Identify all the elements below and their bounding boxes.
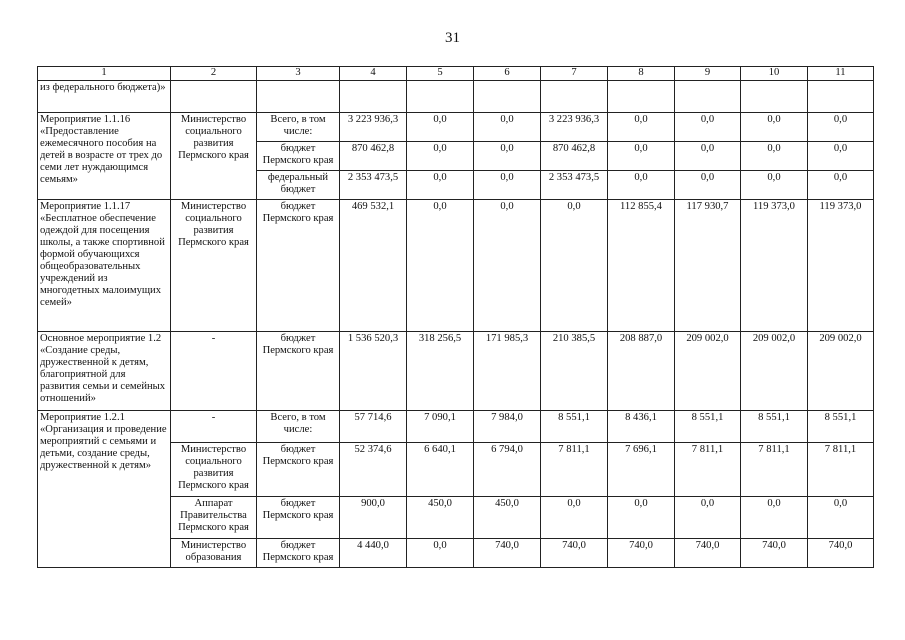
table-row [38,81,874,113]
value-cell: 0,0 [407,200,474,332]
value-cell: 0,0 [808,171,874,200]
value-cell: 8 436,1 [608,411,675,443]
funding-source-cell: бюджет Пермского края [257,443,340,497]
value-cell: 450,0 [474,497,541,539]
value-cell: 0,0 [741,171,808,200]
value-cell: 112 855,4 [608,200,675,332]
activity-name-cell: Мероприятие 1.2.1 «Организация и проведение мероприятий с семьями и детьми, создание среды, дружественной к детям» [38,411,171,568]
column-header: 1 [38,67,171,81]
value-cell: 3 223 936,3 [340,113,407,142]
value-cell: 0,0 [541,497,608,539]
column-header: 8 [608,67,675,81]
column-header: 3 [257,67,340,81]
column-header: 7 [541,67,608,81]
value-cell: 8 551,1 [675,411,741,443]
funding-source-cell: бюджет Пермского края [257,539,340,568]
value-cell: 0,0 [608,171,675,200]
executor-cell: - [171,411,257,443]
value-cell: 171 985,3 [474,332,541,411]
column-number-row [38,67,874,81]
column-header: 9 [675,67,741,81]
value-cell: 0,0 [608,113,675,142]
value-cell [541,81,608,113]
value-cell: 1 536 520,3 [340,332,407,411]
value-cell: 318 256,5 [407,332,474,411]
value-cell: 2 353 473,5 [541,171,608,200]
value-cell: 0,0 [608,497,675,539]
funding-source-cell: федеральный бюджет [257,171,340,200]
value-cell: 0,0 [808,142,874,171]
value-cell: 7 811,1 [741,443,808,497]
value-cell: 8 551,1 [741,411,808,443]
value-cell: 0,0 [675,113,741,142]
value-cell: 0,0 [541,200,608,332]
value-cell: 0,0 [608,142,675,171]
value-cell: 870 462,8 [340,142,407,171]
value-cell: 0,0 [675,171,741,200]
page-number: 31 [445,30,460,46]
value-cell: 740,0 [541,539,608,568]
value-cell: 117 930,7 [675,200,741,332]
value-cell: 7 811,1 [675,443,741,497]
column-header: 10 [741,67,808,81]
value-cell: 8 551,1 [541,411,608,443]
column-header: 6 [474,67,541,81]
value-cell: 209 002,0 [741,332,808,411]
value-cell: 740,0 [608,539,675,568]
column-header: 5 [407,67,474,81]
value-cell: 0,0 [474,142,541,171]
value-cell: 740,0 [474,539,541,568]
table-row [38,200,874,332]
value-cell: 2 353 473,5 [340,171,407,200]
value-cell [741,81,808,113]
value-cell [675,81,741,113]
value-cell [608,81,675,113]
table-row [38,113,874,142]
value-cell: 57 714,6 [340,411,407,443]
value-cell: 450,0 [407,497,474,539]
funding-source-cell: Всего, в том числе: [257,411,340,443]
funding-source-cell: Всего, в том числе: [257,113,340,142]
value-cell: 469 532,1 [340,200,407,332]
funding-source-cell [257,81,340,113]
value-cell: 0,0 [474,171,541,200]
value-cell: 870 462,8 [541,142,608,171]
funding-source-cell: бюджет Пермского края [257,200,340,332]
value-cell: 119 373,0 [741,200,808,332]
funding-source-cell: бюджет Пермского края [257,497,340,539]
table-row [38,411,874,443]
value-cell: 4 440,0 [340,539,407,568]
value-cell: 740,0 [741,539,808,568]
value-cell: 900,0 [340,497,407,539]
value-cell [474,81,541,113]
budget-table [37,66,874,568]
value-cell: 0,0 [741,497,808,539]
value-cell: 0,0 [407,113,474,142]
value-cell: 6 640,1 [407,443,474,497]
value-cell: 0,0 [474,200,541,332]
value-cell: 0,0 [741,142,808,171]
column-header: 2 [171,67,257,81]
activity-name-cell: из федерального бюджета)» [38,81,171,113]
value-cell: 0,0 [808,113,874,142]
value-cell [808,81,874,113]
activity-name-cell: Мероприятие 1.1.16 «Предоставление ежемесячного пособия на детей в возрасте от трех до семи лет нуждающимся семьям» [38,113,171,200]
value-cell: 7 696,1 [608,443,675,497]
table-row [38,332,874,411]
executor-cell: Министерство социального развития Пермского края [171,200,257,332]
executor-cell: Министерство образования [171,539,257,568]
value-cell: 0,0 [474,113,541,142]
value-cell: 0,0 [808,497,874,539]
activity-name-cell: Мероприятие 1.1.17 «Бесплатное обеспечение одеждой для посещения школы, а также спортивной формой обучающихся общеобразовательных учреждений из многодетных малоимущих семей» [38,200,171,332]
executor-cell: Министерство социального развития Пермского края [171,443,257,497]
value-cell: 209 002,0 [808,332,874,411]
column-header: 4 [340,67,407,81]
funding-source-cell: бюджет Пермского края [257,332,340,411]
value-cell: 740,0 [808,539,874,568]
value-cell: 7 984,0 [474,411,541,443]
value-cell: 0,0 [407,171,474,200]
executor-cell [171,81,257,113]
value-cell: 119 373,0 [808,200,874,332]
value-cell: 7 811,1 [541,443,608,497]
value-cell: 0,0 [675,142,741,171]
value-cell: 209 002,0 [675,332,741,411]
executor-cell: Аппарат Правительства Пермского края [171,497,257,539]
value-cell: 0,0 [407,539,474,568]
value-cell: 0,0 [675,497,741,539]
value-cell: 52 374,6 [340,443,407,497]
executor-cell: Министерство социального развития Пермского края [171,113,257,200]
value-cell: 7 811,1 [808,443,874,497]
value-cell: 3 223 936,3 [541,113,608,142]
funding-source-cell: бюджет Пермского края [257,142,340,171]
value-cell: 0,0 [407,142,474,171]
value-cell: 8 551,1 [808,411,874,443]
value-cell: 7 090,1 [407,411,474,443]
value-cell: 6 794,0 [474,443,541,497]
value-cell [340,81,407,113]
activity-name-cell: Основное мероприятие 1.2 «Создание среды, дружественной к детям, благоприятной для развития семьи и семейных отношений» [38,332,171,411]
value-cell: 208 887,0 [608,332,675,411]
value-cell: 740,0 [675,539,741,568]
value-cell: 0,0 [741,113,808,142]
value-cell: 210 385,5 [541,332,608,411]
executor-cell: - [171,332,257,411]
column-header: 11 [808,67,874,81]
value-cell [407,81,474,113]
